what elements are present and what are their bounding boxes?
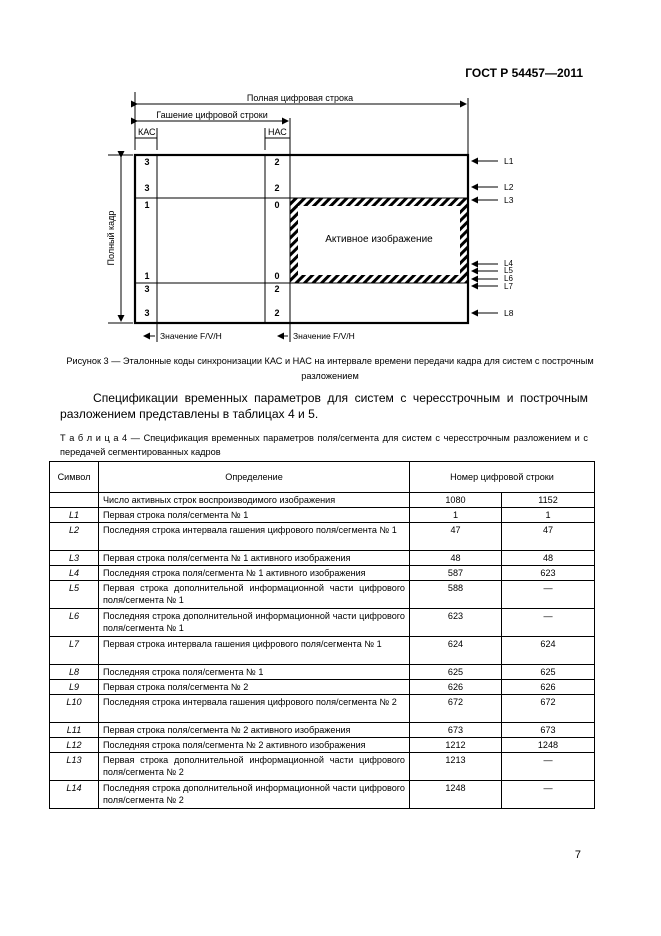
symbol-cell: L3 [50, 551, 99, 566]
value-cell: 1 [410, 508, 502, 523]
table-row [50, 493, 595, 508]
timing-table [49, 461, 595, 809]
value-cell: 47 [502, 523, 595, 551]
table-row [50, 723, 595, 738]
table-row [50, 695, 595, 723]
symbol-cell: L10 [50, 695, 99, 723]
symbol-cell: L13 [50, 753, 99, 781]
line-label-l1: L1 [504, 156, 514, 166]
definition-cell: Последняя строка поля/сегмента № 1 [99, 665, 410, 680]
definition-cell: Последняя строка интервала гашения цифрового поля/сегмента № 2 [99, 695, 410, 723]
definition-cell: Последняя строка поля/сегмента № 1 активного изображения [99, 566, 410, 581]
blanking-label: Гашение цифровой строки [156, 110, 268, 120]
hac-code: 2 [274, 308, 280, 318]
table-row [50, 566, 595, 581]
symbol-cell: L11 [50, 723, 99, 738]
value-cell: 623 [502, 566, 595, 581]
kac-code: 1 [144, 200, 150, 210]
table-caption: Т а б л и ц а 4 — Спецификация временных параметров поля/сегмента для систем с чересстрочным разложением и с передачей сегментированных кадров [60, 433, 588, 457]
value-cell: 1 [502, 508, 595, 523]
symbol-cell: L4 [50, 566, 99, 581]
line-label-l8: L8 [504, 308, 514, 318]
hac-code: 2 [274, 284, 280, 294]
value-cell: — [502, 609, 595, 637]
value-cell: 673 [502, 723, 595, 738]
kac-code: 3 [144, 308, 150, 318]
value-cell: 626 [410, 680, 502, 695]
figure-caption: Рисунок 3 — Эталонные коды синхронизации КАС и НАС на интервале времени передачи кадра для систем с построчным разложением [66, 356, 594, 381]
value-cell: 1152 [502, 493, 595, 508]
value-cell: 1248 [410, 781, 502, 809]
table-row [50, 508, 595, 523]
full-line-label: Полная цифровая строка [246, 93, 354, 103]
value-cell: 1080 [410, 493, 502, 508]
kac-code: 1 [144, 271, 150, 281]
definition-cell: Первая строка поля/сегмента № 2 активного изображения [99, 723, 410, 738]
value-cell: 624 [502, 637, 595, 665]
line-label-l4: L4 [504, 259, 513, 268]
table-row [50, 637, 595, 665]
header-symbol: Символ [50, 462, 99, 493]
line-markers [472, 161, 498, 313]
definition-cell: Последняя строка дополнительной информационной части цифрового поля/сегмента № 2 [99, 781, 410, 809]
definition-cell: Первая строка дополнительной информационной части цифрового поля/сегмента № 1 [99, 581, 410, 609]
kac-label: КАС [138, 127, 156, 137]
symbol-cell: L5 [50, 581, 99, 609]
symbol-cell: L14 [50, 781, 99, 809]
value-cell: — [502, 781, 595, 809]
definition-cell: Первая строка поля/сегмента № 1 [99, 508, 410, 523]
value-cell: 588 [410, 581, 502, 609]
table-body [50, 493, 595, 809]
sync-timing-figure [0, 0, 661, 350]
value-cell: 623 [410, 609, 502, 637]
definition-cell: Первая строка дополнительной информационной части цифрового поля/сегмента № 2 [99, 753, 410, 781]
fvh-left-label: Значение F/V/H [160, 331, 222, 341]
document-header: ГОСТ Р 54457—2011 [465, 66, 583, 80]
value-cell: 1213 [410, 753, 502, 781]
table-row [50, 753, 595, 781]
symbol-cell: L2 [50, 523, 99, 551]
value-cell: 48 [410, 551, 502, 566]
value-cell: 47 [410, 523, 502, 551]
table-row [50, 523, 595, 551]
table-row [50, 680, 595, 695]
kac-code: 3 [144, 183, 150, 193]
value-cell: 625 [502, 665, 595, 680]
hac-code: 2 [274, 183, 280, 193]
value-cell: — [502, 581, 595, 609]
table-row [50, 781, 595, 809]
kac-code: 3 [144, 157, 150, 167]
definition-cell: Первая строка поля/сегмента № 1 активного изображения [99, 551, 410, 566]
symbol-cell: L7 [50, 637, 99, 665]
symbol-cell: L1 [50, 508, 99, 523]
hac-code: 0 [274, 271, 280, 281]
line-label-l6: L6 [504, 274, 513, 283]
table-row [50, 581, 595, 609]
value-cell: 624 [410, 637, 502, 665]
hac-code: 0 [274, 200, 280, 210]
definition-cell: Последняя строка дополнительной информационной части цифрового поля/сегмента № 1 [99, 609, 410, 637]
value-cell: 1212 [410, 738, 502, 753]
symbol-cell: L12 [50, 738, 99, 753]
page-number: 7 [574, 849, 581, 861]
definition-cell: Последняя строка интервала гашения цифрового поля/сегмента № 1 [99, 523, 410, 551]
hac-label: НАС [268, 127, 287, 137]
table-row [50, 609, 595, 637]
value-cell: 626 [502, 680, 595, 695]
table-row [50, 738, 595, 753]
table-row [50, 551, 595, 566]
header-line-number: Номер цифровой строки [410, 462, 595, 493]
line-label-l5: L5 [504, 266, 513, 275]
full-frame-label: Полный кадр [106, 210, 116, 266]
fvh-right-label: Значение F/V/H [293, 331, 355, 341]
header-definition: Определение [99, 462, 410, 493]
symbol-cell: L9 [50, 680, 99, 695]
value-cell: 1248 [502, 738, 595, 753]
line-label-l3: L3 [504, 195, 514, 205]
line-label-l2: L2 [504, 182, 514, 192]
definition-cell: Последняя строка поля/сегмента № 2 активного изображения [99, 738, 410, 753]
value-cell: 587 [410, 566, 502, 581]
symbol-cell: L8 [50, 665, 99, 680]
value-cell: 625 [410, 665, 502, 680]
value-cell: — [502, 753, 595, 781]
active-image-label: Активное изображение [325, 234, 433, 245]
definition-cell: Первая строка поля/сегмента № 2 [99, 680, 410, 695]
body-paragraph: Спецификации временных параметров для систем с чересстрочным и построчным разложением представлены в таблицах 4 и 5. [60, 391, 588, 421]
value-cell: 673 [410, 723, 502, 738]
definition-cell: Число активных строк воспроизводимого изображения [99, 493, 410, 508]
line-label-l7: L7 [504, 282, 513, 291]
hac-code: 2 [274, 157, 280, 167]
definition-cell: Первая строка интервала гашения цифрового поля/сегмента № 1 [99, 637, 410, 665]
value-cell: 672 [410, 695, 502, 723]
value-cell: 48 [502, 551, 595, 566]
value-cell: 672 [502, 695, 595, 723]
kac-code: 3 [144, 284, 150, 294]
table-row [50, 665, 595, 680]
symbol-cell [50, 493, 99, 508]
symbol-cell: L6 [50, 609, 99, 637]
